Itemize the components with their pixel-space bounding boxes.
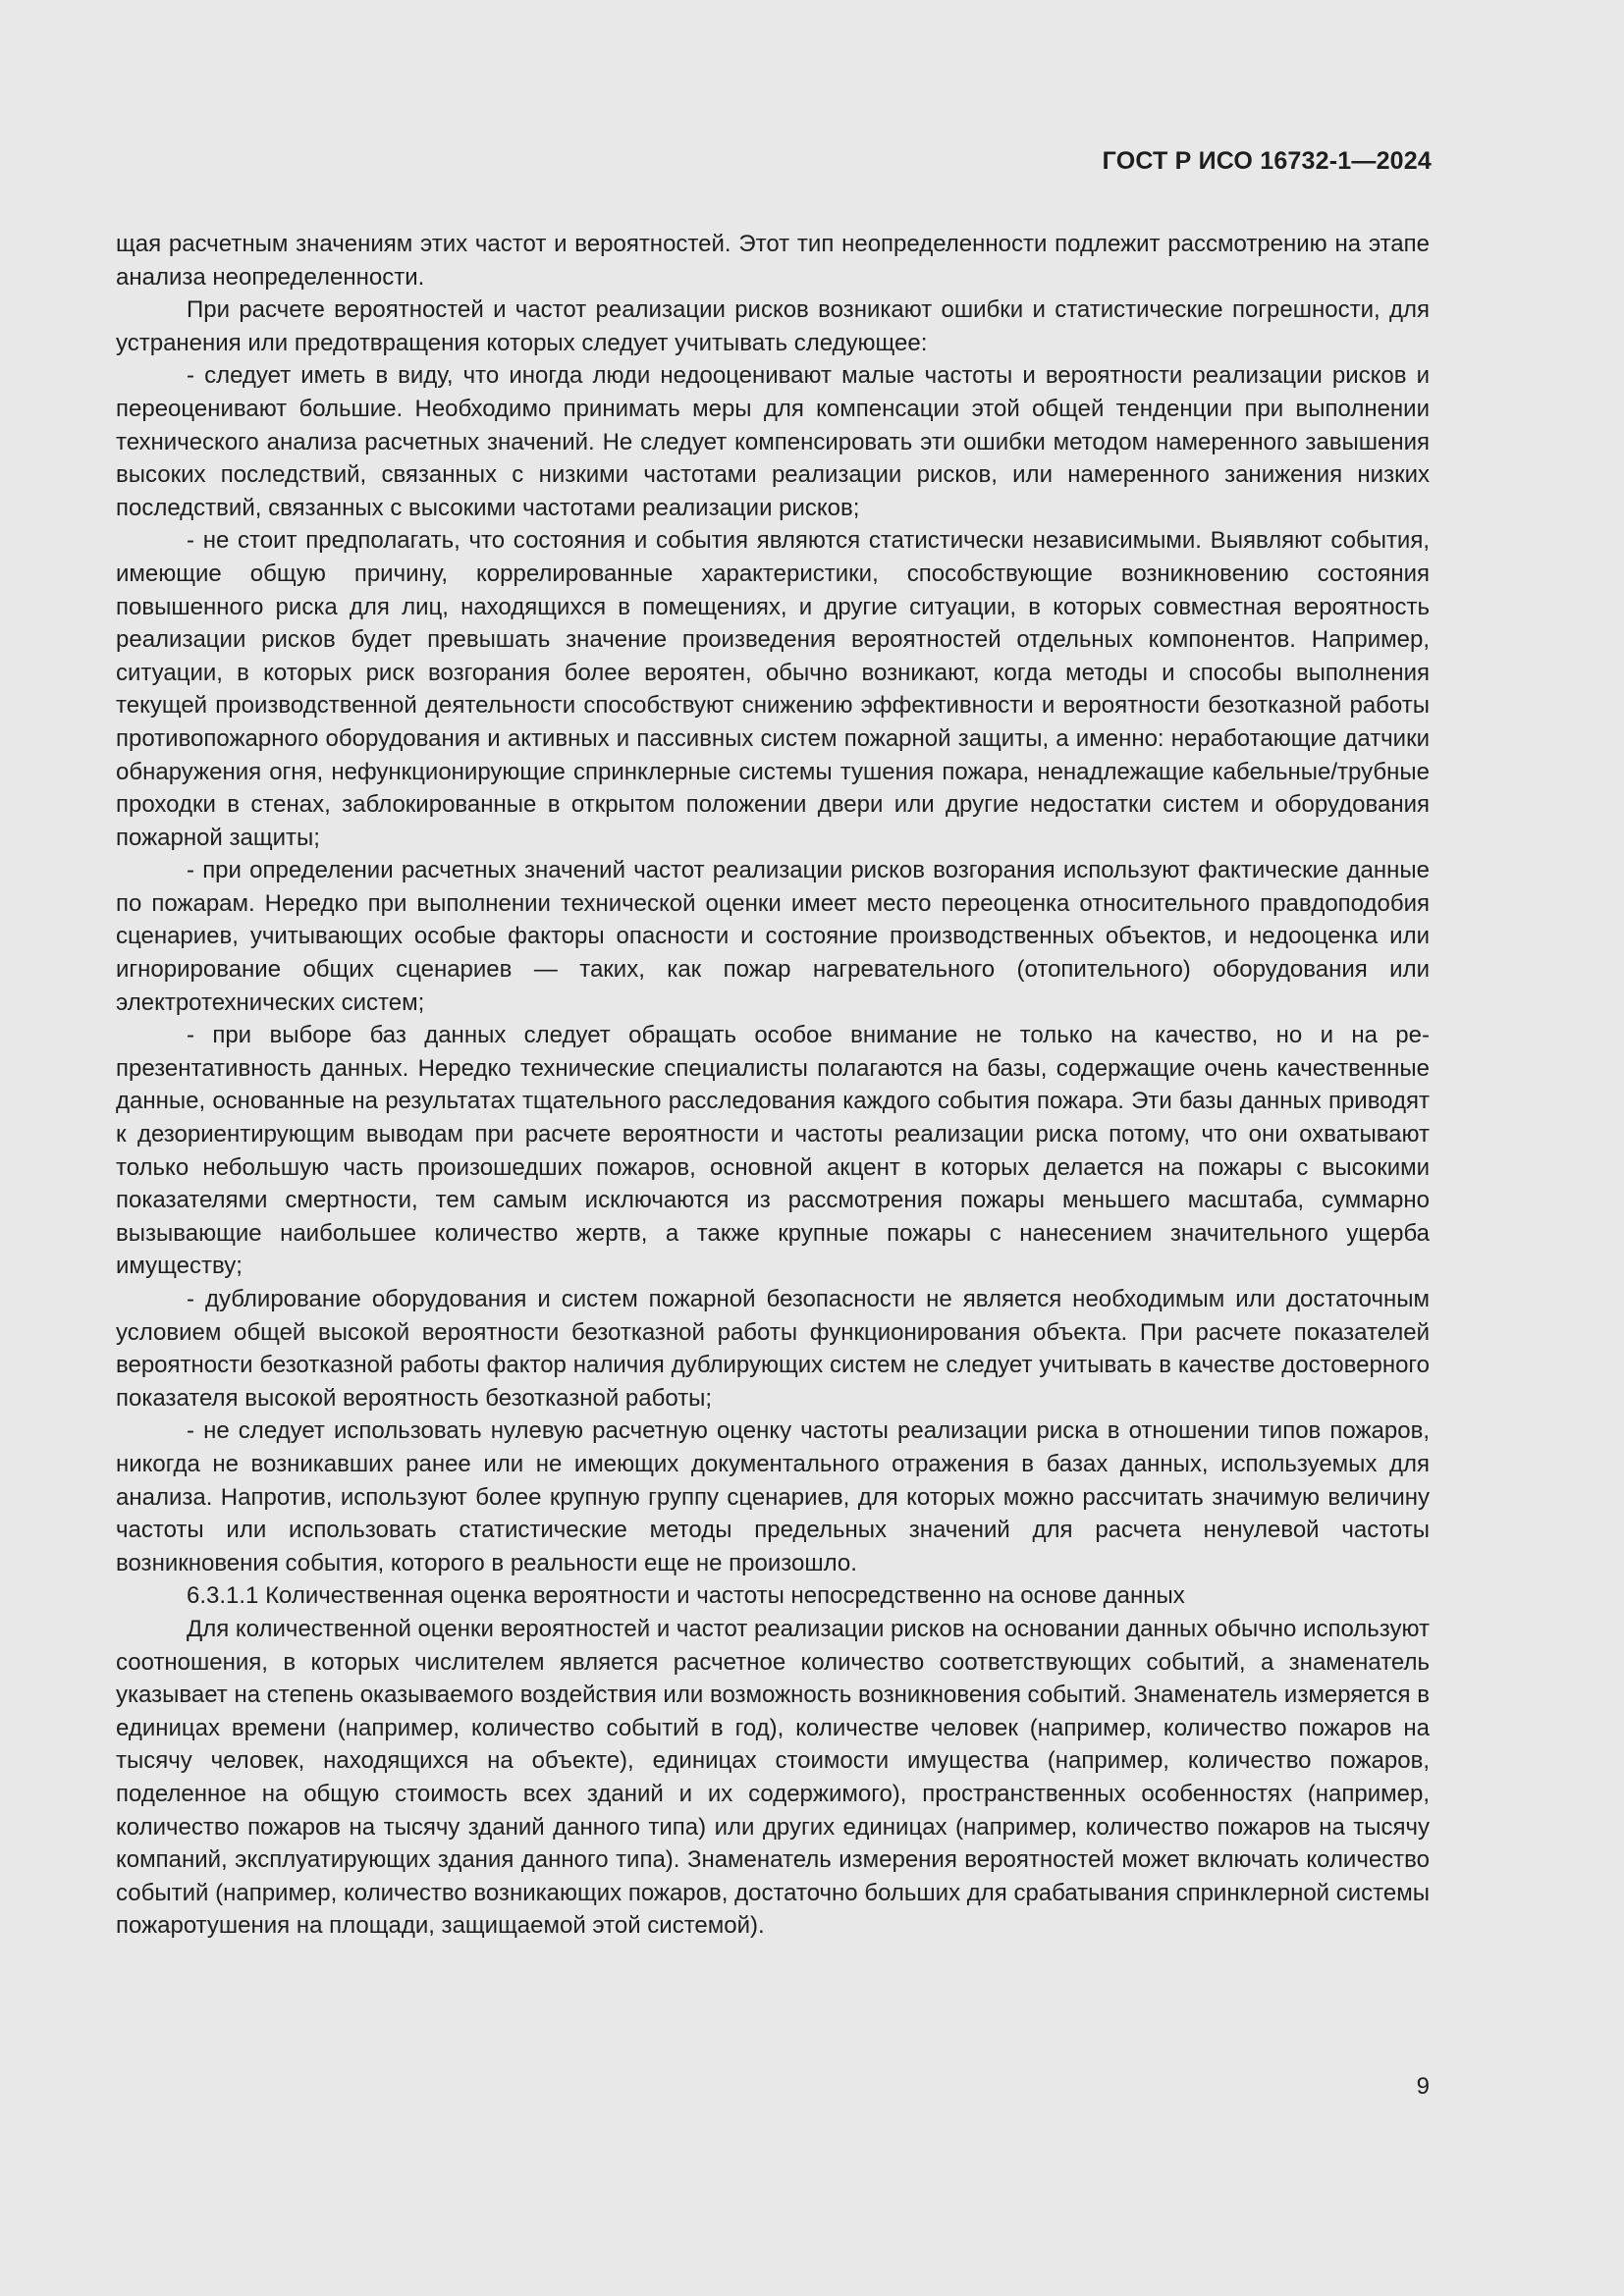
- section-heading: 6.3.1.1 Количественная оценка вероятности и частоты непосредственно на основе данных: [187, 1582, 1185, 1610]
- body-text: [116, 228, 1430, 1943]
- list-item: - при определении расчетных значений частот реализации рисков возгорания используют фактические данные по пожарам. Нередко при выполнении технической оценки имеет место переоценка относительного правдоподобия сценариев, учитывающих особые факторы опасности и состояние производственных объектов, и недооценка или игнорирование общих сценариев — таких, как пожар нагревательного (отопительного) оборудования или электротехнических систем;: [116, 857, 1430, 1016]
- list-item: - дублирование оборудования и систем пожарной безопасности не является необходимым или достаточным условием общей высокой вероятности безотказной работы функционирования объекта. При расчете показателей вероятности безотказной работы фактор наличия дублирующих систем не следует учитывать в качестве достоверного показателя высокой вероятность безотказной работы;: [116, 1286, 1430, 1412]
- list-item: - следует иметь в виду, что иногда люди недооценивают малые частоты и вероятности реализации рисков и переоценивают большие. Необходимо принимать меры для компенсации этой общей тенденции при выполнении технического анализа расчетных значений. Не следует компенсировать эти ошибки методом намеренного завышения высоких последствий, связанных с низкими частотами реализации рисков, или намеренного занижения низких последствий, связанных с высокими частотами реализации рисков;: [116, 362, 1430, 521]
- page-number: 9: [1416, 2073, 1430, 2100]
- document-code-header: ГОСТ Р ИСО 16732-1—2024: [1102, 147, 1432, 175]
- paragraph-intro: При расчете вероятностей и частот реализации рисков возникают ошибки и статистические погрешности, для устранения или предотвращения которых следует учитывать следующее:: [116, 296, 1430, 356]
- list-item: - не следует использовать нулевую расчетную оценку частоты реализации риска в отношении типов пожаров, никогда не возникавших ранее или не имеющих документального отражения в базах данных, используемых для анализа. Напротив, используют более крупную группу сценариев, для которых можно рассчитать значимую величину частоты или использовать статистические методы предельных значений для расчета ненулевой частоты возникновения события, которого в реальности еще не произошло.: [116, 1417, 1430, 1576]
- paragraph-continuation: щая расчетным значениям этих частот и вероятностей. Этот тип неопределенности подлежит рассмотрению на этапе анализа неопределенности.: [116, 231, 1430, 291]
- list-item: - при выборе баз данных следует обращать особое внимание не только на качество, но и на репрезентативность данных. Нередко технические специалисты полагаются на базы, содержащие очень качественные данные, основанные на результатах тщательного расследования каждого события пожара. Эти базы данных приводят к дезориентирующим выводам при расчете вероятности и частоты реализации риска потому, что они охватывают только небольшую часть произошедших пожаров, основной акцент в которых делается на пожары с высокими показателями смертности, тем самым исключаются из рассмотрения пожары меньшего масштаба, суммарно вызывающие наибольшее количество жертв, а также крупные пожары с нанесением значительного ущерба имуществу;: [116, 1022, 1430, 1280]
- list-item: - не стоит предполагать, что состояния и события являются статистически независимыми. Выявляют события, имеющие общую причину, коррелированные характеристики, способствующие возникновению состояния повышенного риска для лиц, находящихся в помещениях, и другие ситуации, в которых совместная вероятность реализации рисков будет превышать значение произведения вероятностей отдельных компонентов. Например, ситуации, в которых риск возгорания более вероятен, обычно возникают, когда методы и способы выполнения текущей производственной деятельности способствуют снижению эффективности и вероятности безотказной работы противопожарного оборудования и активных и пассивных систем пожарной защиты, а именно: неработающие датчики обнаружения огня, нефункционирующие спринклерные системы тушения пожара, ненадлежащие кабельные/трубные проходки в стенах, заблокированные в открытом положении двери или другие недостатки систем и оборудования пожарной защиты;: [116, 527, 1430, 851]
- paragraph: Для количественной оценки вероятностей и частот реализации рисков на основании данных обычно используют соотношения, в которых числителем является расчетное количество соответствующих событий, а знаменатель указывает на степень оказываемого воздействия или возможность возникновения событий. Знаменатель измеряется в единицах времени (например, количество событий в год), количестве человек (например, количество пожаров на тысячу человек, находящихся на объекте), единицах стоимости имущества (например, количество пожаров, поделенное на общую стоимость всех зданий и их содержимого), пространственных особенностях (например, количество пожаров на тысячу зданий данного типа) или других единицах (например, количество пожаров на тысячу компаний, эксплуатирующих здания данного типа). Знаменатель измерения вероятностей может включать количество событий (например, количество возникающих пожаров, достаточно больших для срабатывания спринклерной системы пожаротушения на площади, защищаемой этой системой).: [116, 1615, 1430, 1940]
